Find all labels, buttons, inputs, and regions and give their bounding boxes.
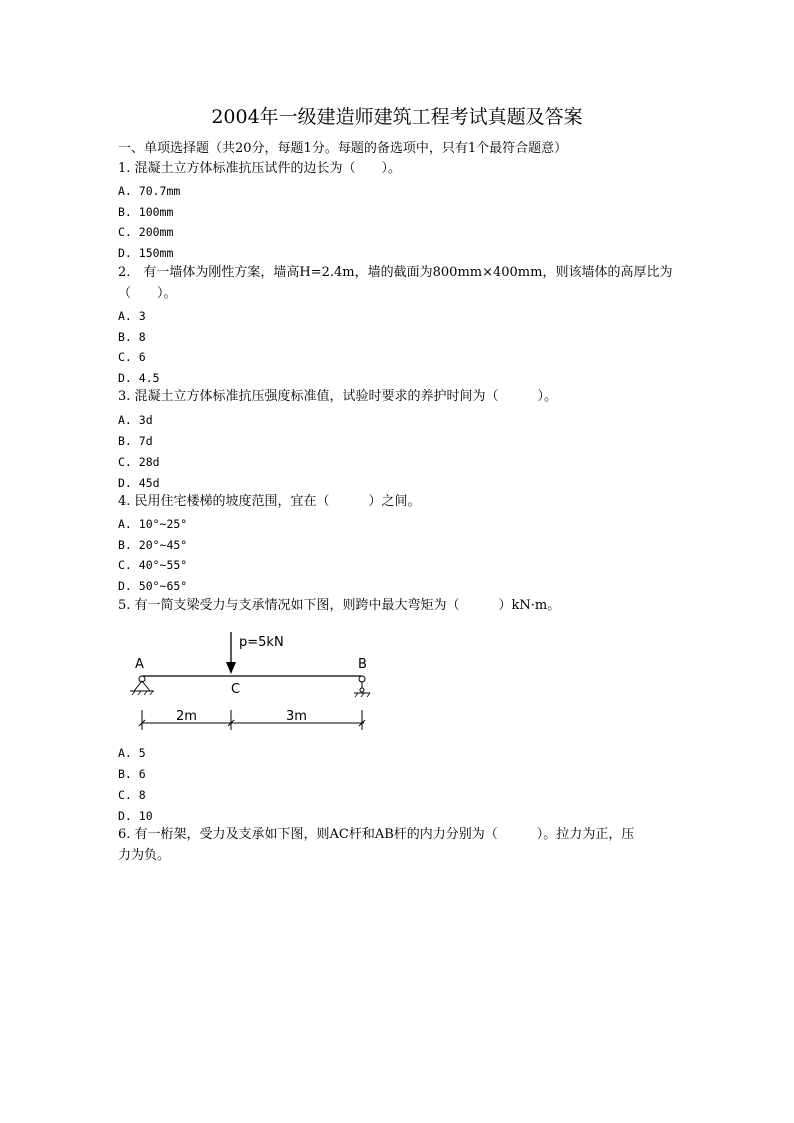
q4-option-b: B. 20°~45° <box>118 538 188 552</box>
q5-option-b: B. 6 <box>118 767 146 781</box>
question-3: 3. 混凝土立方体标准抗压强度标准值，试验时要求的养护时间为（ ）。 <box>118 389 558 404</box>
q3-option-c: C. 28d <box>118 455 160 469</box>
label-b: B <box>358 657 367 672</box>
q4-option-a: A. 10°~25° <box>118 517 188 531</box>
q5-option-d: D. 10 <box>118 809 153 823</box>
label-a: A <box>135 657 144 672</box>
section-heading: 一、单项选择题（共20分，每题1分。每题的备选项中，只有1个最符合题意） <box>118 141 568 156</box>
question-6-line-2: 力为负。 <box>118 848 171 863</box>
beam-diagram <box>118 626 388 732</box>
q1-option-c: C. 200mm <box>118 225 174 239</box>
q4-option-d: D. 50°~65° <box>118 579 188 593</box>
label-c: C <box>231 682 241 697</box>
load-arrow-head <box>226 662 236 674</box>
dim-label-right: 3m <box>286 709 307 724</box>
question-2-line-2: （ ）。 <box>118 286 177 301</box>
question-6-line-1: 6. 有一桁架，受力及支承如下图，则AC杆和AB杆的内力分别为（ ）。拉力为正，压 <box>118 827 635 842</box>
dimension-line <box>139 710 365 730</box>
q2-option-d: D. 4.5 <box>118 371 160 385</box>
q2-option-b: B. 8 <box>118 330 146 344</box>
q2-option-c: C. 6 <box>118 350 146 364</box>
q1-option-b: B. 100mm <box>118 205 174 219</box>
q2-option-a: A. 3 <box>118 309 146 323</box>
q5-option-a: A. 5 <box>118 746 146 760</box>
page-title: 2004年一级建造师建筑工程考试真题及答案 <box>211 106 583 128</box>
q1-option-a: A. 70.7mm <box>118 184 181 198</box>
q3-option-b: B. 7d <box>118 434 153 448</box>
q3-option-d: D. 45d <box>118 476 160 490</box>
pin-support-left <box>130 676 154 695</box>
roller-support-right <box>354 676 370 697</box>
dim-label-left: 2m <box>176 709 197 724</box>
question-2-line-1: 2. 有一墙体为刚性方案，墙高H=2.4m，墙的截面为800mm×400mm，则该墙体的高厚比为 <box>118 265 673 280</box>
question-4: 4. 民用住宅楼梯的坡度范围，宜在（ ）之间。 <box>118 494 421 509</box>
question-5: 5. 有一简支梁受力与支承情况如下图，则跨中最大弯矩为（ ）kN·m。 <box>118 598 561 613</box>
q3-option-a: A. 3d <box>118 413 153 427</box>
q5-option-c: C. 8 <box>118 788 146 802</box>
load-label: p=5kN <box>239 635 284 650</box>
question-1: 1. 混凝土立方体标准抗压试件的边长为（ ）。 <box>118 161 402 176</box>
q4-option-c: C. 40°~55° <box>118 558 188 572</box>
q1-option-d: D. 150mm <box>118 246 174 260</box>
